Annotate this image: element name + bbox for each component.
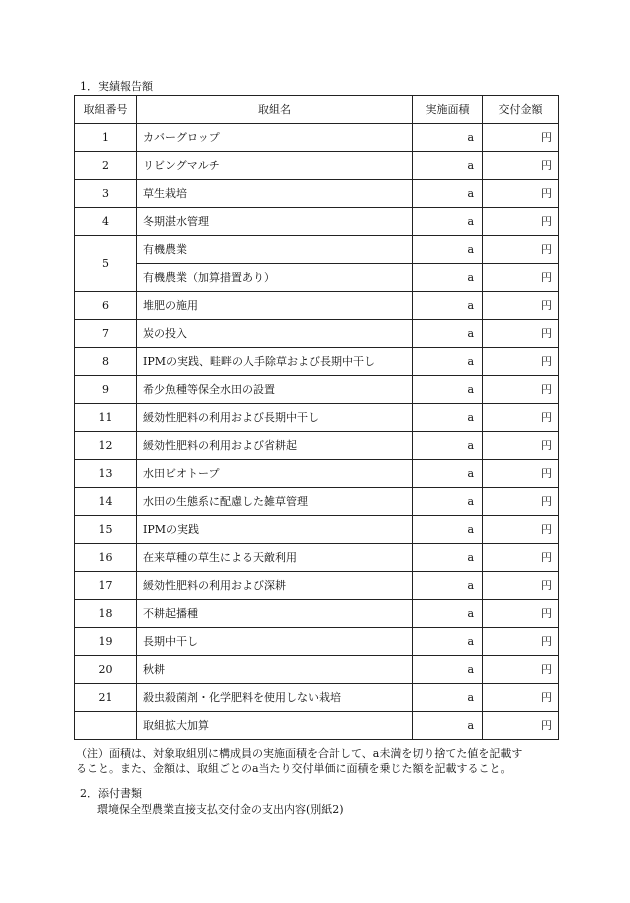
table-row <box>75 180 559 208</box>
header-number: 取組番号 <box>75 96 137 124</box>
table-row <box>75 404 559 432</box>
row-amount-field[interactable]: 円 <box>483 460 559 488</box>
row-area-field[interactable]: a <box>413 460 483 488</box>
row-name: IPMの実践 <box>137 516 413 544</box>
row-area-field[interactable]: a <box>413 516 483 544</box>
row-name: 有機農業（加算措置あり） <box>137 264 413 292</box>
row-number: 21 <box>75 684 137 712</box>
footnote-line-2: ること。また、金額は、取組ごとのa当たり交付単価に面積を乗じた額を記載すること。 <box>76 762 512 775</box>
row-area-field[interactable]: a <box>413 488 483 516</box>
row-name: 堆肥の施用 <box>137 292 413 320</box>
row-area-field[interactable]: a <box>413 628 483 656</box>
table-row <box>75 432 559 460</box>
table-row <box>75 292 559 320</box>
row-area-field[interactable]: a <box>413 152 483 180</box>
table-row <box>75 516 559 544</box>
footnote-line-1: （注）面積は、対象取組別に構成員の実施面積を合計して、a未満を切り捨てた値を記載す <box>76 747 523 760</box>
row-area-field[interactable]: a <box>413 572 483 600</box>
attachment-item: 環境保全型農業直接支払交付金の支出内容(別紙2) <box>97 803 344 816</box>
report-table <box>74 95 559 740</box>
row-name: 取組拡大加算 <box>137 712 413 740</box>
row-number: 1 <box>75 124 137 152</box>
row-amount-field[interactable]: 円 <box>483 628 559 656</box>
row-amount-field[interactable]: 円 <box>483 600 559 628</box>
row-area-field[interactable]: a <box>413 656 483 684</box>
row-name: 緩効性肥料の利用および省耕起 <box>137 432 413 460</box>
row-amount-field[interactable]: 円 <box>483 264 559 292</box>
row-number: 19 <box>75 628 137 656</box>
footnote <box>76 746 560 776</box>
row-number: 18 <box>75 600 137 628</box>
table-row <box>75 264 559 292</box>
row-amount-field[interactable]: 円 <box>483 348 559 376</box>
row-number: 11 <box>75 404 137 432</box>
row-area-field[interactable]: a <box>413 236 483 264</box>
table-row <box>75 124 559 152</box>
row-number: 8 <box>75 348 137 376</box>
row-area-field[interactable]: a <box>413 320 483 348</box>
table-body <box>75 124 559 740</box>
row-name: 有機農業 <box>137 236 413 264</box>
row-area-field[interactable]: a <box>413 180 483 208</box>
row-amount-field[interactable]: 円 <box>483 684 559 712</box>
row-amount-field[interactable]: 円 <box>483 712 559 740</box>
table-row <box>75 572 559 600</box>
row-name: 秋耕 <box>137 656 413 684</box>
table-row <box>75 320 559 348</box>
table-row <box>75 488 559 516</box>
row-number: 16 <box>75 544 137 572</box>
row-name: リビングマルチ <box>137 152 413 180</box>
row-amount-field[interactable]: 円 <box>483 432 559 460</box>
row-amount-field[interactable]: 円 <box>483 124 559 152</box>
row-area-field[interactable]: a <box>413 376 483 404</box>
row-area-field[interactable]: a <box>413 712 483 740</box>
row-number <box>75 712 137 740</box>
row-area-field[interactable]: a <box>413 544 483 572</box>
row-name: 水田の生態系に配慮した雑草管理 <box>137 488 413 516</box>
row-number: 17 <box>75 572 137 600</box>
table-row <box>75 628 559 656</box>
row-amount-field[interactable]: 円 <box>483 376 559 404</box>
row-number: 5 <box>75 236 137 292</box>
row-name: 水田ビオトープ <box>137 460 413 488</box>
table-row <box>75 152 559 180</box>
row-amount-field[interactable]: 円 <box>483 152 559 180</box>
row-amount-field[interactable]: 円 <box>483 180 559 208</box>
table-row <box>75 544 559 572</box>
table-row <box>75 684 559 712</box>
table-header-row <box>75 96 559 124</box>
table-row <box>75 712 559 740</box>
row-area-field[interactable]: a <box>413 404 483 432</box>
row-name: カバーグロップ <box>137 124 413 152</box>
row-name: 希少魚種等保全水田の設置 <box>137 376 413 404</box>
row-number: 20 <box>75 656 137 684</box>
row-area-field[interactable]: a <box>413 348 483 376</box>
row-name: 殺虫殺菌剤・化学肥料を使用しない栽培 <box>137 684 413 712</box>
row-number: 14 <box>75 488 137 516</box>
row-name: 冬期湛水管理 <box>137 208 413 236</box>
row-area-field[interactable]: a <box>413 292 483 320</box>
row-number: 3 <box>75 180 137 208</box>
row-amount-field[interactable]: 円 <box>483 516 559 544</box>
table-row <box>75 600 559 628</box>
row-name: IPMの実践、畦畔の人手除草および長期中干し <box>137 348 413 376</box>
row-number: 13 <box>75 460 137 488</box>
row-area-field[interactable]: a <box>413 684 483 712</box>
row-area-field[interactable]: a <box>413 432 483 460</box>
row-area-field[interactable]: a <box>413 600 483 628</box>
table-row <box>75 236 559 264</box>
row-number: 12 <box>75 432 137 460</box>
row-number: 7 <box>75 320 137 348</box>
table-row <box>75 348 559 376</box>
row-number: 6 <box>75 292 137 320</box>
header-area: 実施面積 <box>413 96 483 124</box>
row-area-field[interactable]: a <box>413 124 483 152</box>
row-amount-field[interactable]: 円 <box>483 320 559 348</box>
row-number: 15 <box>75 516 137 544</box>
row-name: 在来草種の草生による天敵利用 <box>137 544 413 572</box>
row-amount-field[interactable]: 円 <box>483 208 559 236</box>
row-amount-field[interactable]: 円 <box>483 404 559 432</box>
header-amount: 交付金額 <box>483 96 559 124</box>
section2-heading: 2．添付書類 <box>80 787 142 800</box>
header-name: 取組名 <box>137 96 413 124</box>
row-number: 9 <box>75 376 137 404</box>
row-amount-field[interactable]: 円 <box>483 572 559 600</box>
row-name: 緩効性肥料の利用および深耕 <box>137 572 413 600</box>
row-area-field[interactable]: a <box>413 264 483 292</box>
table-row <box>75 656 559 684</box>
row-number: 2 <box>75 152 137 180</box>
row-name: 長期中干し <box>137 628 413 656</box>
section1-heading: 1．実績報告額 <box>80 80 153 93</box>
table-row <box>75 208 559 236</box>
row-name: 炭の投入 <box>137 320 413 348</box>
row-area-field[interactable]: a <box>413 208 483 236</box>
row-amount-field[interactable]: 円 <box>483 236 559 264</box>
table-row <box>75 376 559 404</box>
row-amount-field[interactable]: 円 <box>483 544 559 572</box>
table-row <box>75 460 559 488</box>
row-amount-field[interactable]: 円 <box>483 292 559 320</box>
row-amount-field[interactable]: 円 <box>483 488 559 516</box>
row-name: 草生栽培 <box>137 180 413 208</box>
row-amount-field[interactable]: 円 <box>483 656 559 684</box>
row-name: 緩効性肥料の利用および長期中干し <box>137 404 413 432</box>
row-number: 4 <box>75 208 137 236</box>
row-name: 不耕起播種 <box>137 600 413 628</box>
